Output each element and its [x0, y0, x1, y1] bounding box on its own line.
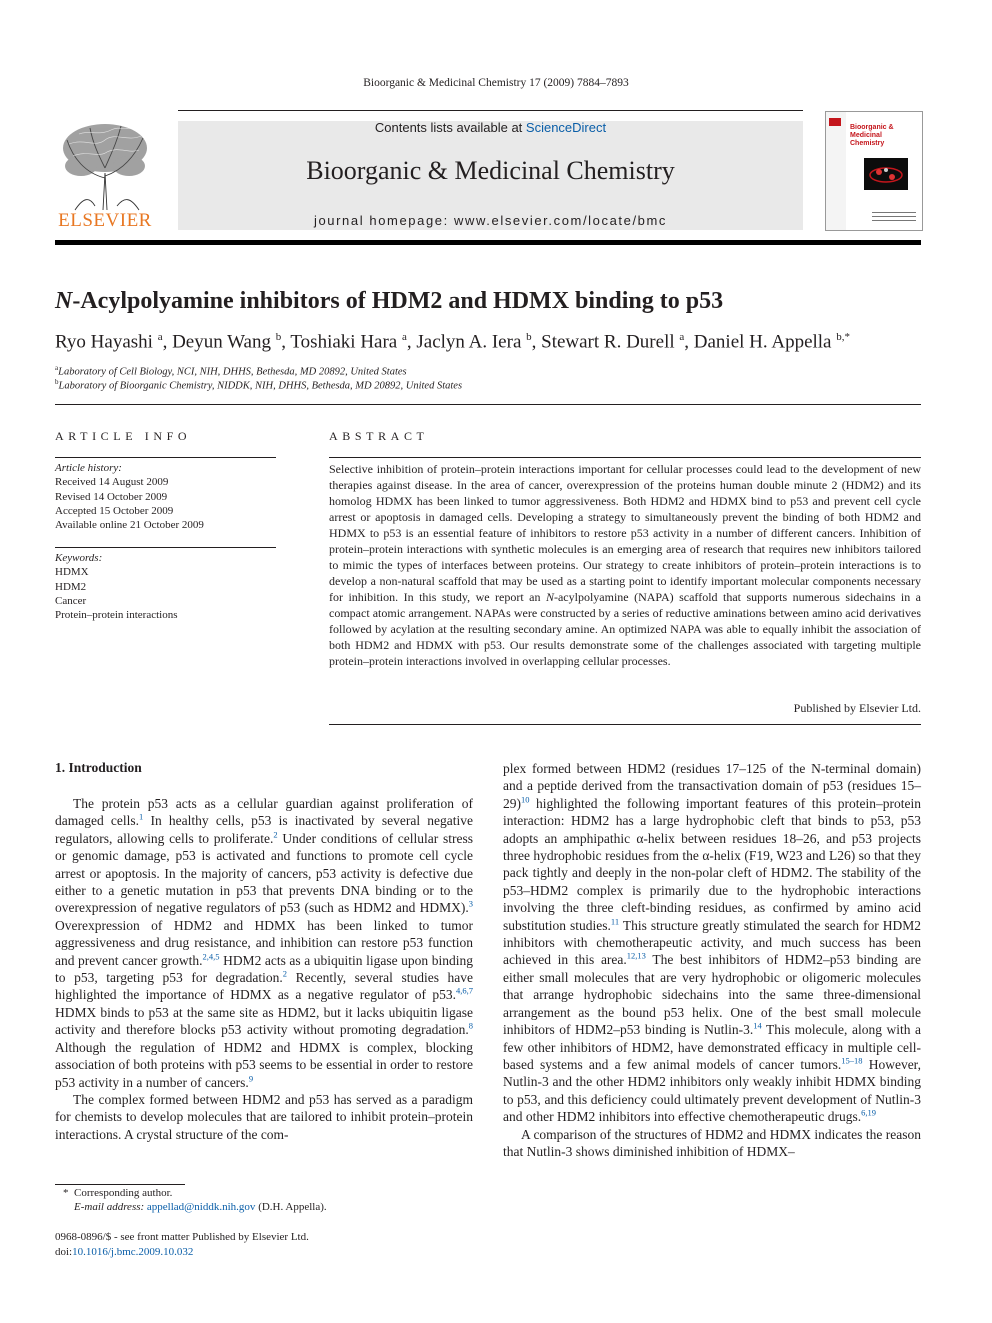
citation-reference[interactable]: 14 [753, 1020, 762, 1031]
email-suffix: (D.H. Appella). [255, 1201, 327, 1213]
keyword-item: Protein–protein interactions [55, 609, 178, 622]
published-by: Published by Elsevier Ltd. [793, 701, 921, 715]
author-separator: , [684, 331, 694, 353]
citation-reference[interactable]: 11 [610, 916, 620, 927]
title-rest: -Acylpolyamine inhibitors of HDM2 and HDMX binding to p53 [72, 288, 724, 314]
cover-text-lines [872, 212, 916, 213]
journal-homepage[interactable]: journal homepage: www.elsevier.com/locate/bmc [313, 213, 668, 228]
citation-reference[interactable]: 9 [248, 1073, 254, 1083]
article-info-rule [55, 457, 276, 458]
contents-prefix: Contents lists available at [374, 120, 526, 135]
citation-reference[interactable]: 2 [282, 968, 288, 979]
affiliation-a [55, 364, 407, 378]
body-paragraph: The complex formed between HDM2 and p53 has served as a paradigm for chemists to develop molecules that are tailored to inhibit protein–protein interactions. A crystal structure of the com- [55, 1091, 473, 1142]
body-text: plex formed between HDM2 (residues 17–125 of the N-terminal domain) and a peptide derived from the transactivation domain of p53 (residues 15–29) [503, 761, 921, 811]
author-affiliation-marker: a [157, 331, 163, 343]
body-paragraph: A comparison of the structures of HDM2 and HDMX indicates the reason that Nutlin-3 shows diminished inhibition of HDMX– [503, 1126, 921, 1159]
author-separator: , [162, 331, 173, 353]
body-text: The best inhibitors of HDM2–p53 binding are either small molecules that are very hydrophobic or oligomeric molecules that arrange hydrophobic sidechains into the same three-dimensional arrangement as the bound p53 helix. One of the best small molecule inhibitors of HDM2–p53 binding is Nutlin-3. [503, 952, 921, 1038]
author-separator: , [406, 331, 417, 353]
author-name: Jaclyn A. Iera [416, 331, 527, 353]
body-column-left [55, 795, 473, 1143]
citation-reference[interactable]: 2 [273, 829, 278, 840]
author-name: Daniel H. Appella [693, 331, 837, 353]
citation-reference[interactable]: 12,13 [626, 950, 646, 961]
body-text: However, Nutlin-3 and the other HDM2 inhibitors only weakly inhibit HDMX binding to p53, and this deficiency could ultimately prevent development of Nutlin-3 and other HDM2 inhibitors into effective chemotherapeutic drugs. [503, 1056, 922, 1125]
contents-line [178, 120, 803, 135]
section-rule [55, 404, 921, 405]
keywords [55, 551, 178, 622]
history-item: Available online 21 October 2009 [55, 519, 204, 532]
title-italic-n: N [55, 288, 73, 314]
doi-link[interactable]: 10.1016/j.bmc.2009.10.032 [72, 1245, 194, 1258]
body-text: This structure greatly stimulated the search for HDM2 inhibitors with chemotherapeutic activity, and much success has been achieved in this area. [503, 917, 922, 968]
corresponding-author-footnote [55, 1186, 327, 1214]
body-text: Under conditions of cellular stress or genomic damage, p53 is activated and functions to promote cell cycle arrest or apoptosis. In the majority of cancers, p53 activity is defective due either to a genetic mutation in p53 that prevents DNA binding or to the overexpression of negative regulators of p53 (such as HDM2 and HDMX). [55, 830, 473, 916]
keywords-rule [55, 547, 276, 548]
history-heading: Article history: [55, 462, 122, 474]
affiliation-b [55, 378, 462, 392]
header-thick-rule [55, 240, 921, 245]
body-text: HDMX binds to p53 at the same site as HDM2, but it lacks ubiquitin ligase activity and therefore blocks p53 activity without promoting degradation. [55, 1004, 473, 1038]
email-label: E-mail address: [74, 1201, 145, 1213]
journal-cover-thumbnail[interactable] [825, 111, 923, 231]
citation-reference[interactable]: 6,19 [861, 1107, 877, 1118]
author-separator: , [281, 331, 291, 353]
body-text: In healthy cells, p53 is inactivated by several negative regulators, allowing cells to proliferate. [55, 813, 473, 846]
affiliation-marker: b [55, 378, 59, 386]
citation-reference[interactable]: 3 [468, 898, 473, 909]
cover-image [864, 158, 908, 190]
elsevier-wordmark: ELSEVIER [58, 210, 152, 231]
journal-name: Bioorganic & Medicinal Chemistry [306, 156, 675, 185]
cover-logo-mark [829, 118, 841, 126]
author-affiliation-marker: a [402, 331, 407, 343]
keyword-item: HDM2 [55, 580, 87, 593]
cover-side-strip [826, 112, 846, 230]
author-affiliation-marker: b,* [836, 331, 850, 343]
abstract-heading: ABSTRACT [329, 429, 429, 443]
author-name: Stewart R. Durell [541, 331, 680, 353]
body-text: Overexpression of HDM2 and HDMX has been linked to tumor aggressiveness and drug resistance, and inhibition can restore p53 function and prevent cancer growth. [55, 917, 473, 968]
author-affiliation-marker: a [679, 331, 685, 343]
cover-title: Bioorganic & Medicinal Chemistry [850, 124, 894, 147]
author-name: Ryo Hayashi [55, 331, 158, 353]
footnote-rule [55, 1184, 185, 1185]
citation-reference[interactable]: 2,4,5 [202, 951, 220, 962]
keyword-item: HDMX [55, 566, 89, 579]
citation-reference[interactable]: 4,6,7 [456, 985, 473, 996]
article-title [55, 288, 723, 315]
abstract-rule-bottom [329, 724, 921, 725]
citation-reference[interactable]: 1 [139, 811, 144, 822]
body-column-right [503, 760, 921, 1160]
keywords-heading: Keywords: [55, 552, 103, 564]
history-item: Revised 14 October 2009 [55, 490, 168, 503]
citation-reference[interactable]: 15–18 [841, 1055, 863, 1066]
author-affiliation-marker: b [275, 331, 282, 343]
doi-prefix: doi: [55, 1245, 73, 1258]
body-text: Although the regulation of HDM2 and HDMX is complex, blocking association of both proteins with p53 seems to be essential in order to restore p53 activity in a number of cancers. [55, 1039, 473, 1090]
abstract-text-part: Selective inhibition of protein–protein interactions important for cellular processes could lead to the development of new therapies against disease. In the area of cancer, overexpression of the proteins human double minute 2 (HDM2) and its homolog HDMX has been linked to tumor aggressiveness. Both HDM2 and HDMX bind to p53 and prevent cell cycle arrest or apoptosis in damaged cells. Developing a strategy to simultaneously prevent the binding of both HDM2 and HDMX to p53 is an essential feature of inhibitors to restore p53 activity in a number of different cancers. Inhibition of protein–protein interactions with synthetic molecules is an emerging area of research that requires new inhibitors tailored to mimic the types of interfaces between proteins. Our strategy to create inhibitors of protein–protein interactions is to develop a non-natural scaffold that may be used as a starting point to identify important molecular components necessary for inhibition. In this study, we report an [329, 462, 921, 604]
history-item: Received 14 August 2009 [55, 476, 169, 489]
article-history [55, 461, 204, 532]
journal-citation: Bioorganic & Medicinal Chemistry 17 (2009) 7884–7893 [363, 77, 629, 89]
footnote-marker: * [63, 1187, 69, 1199]
citation-reference[interactable]: 8 [468, 1020, 473, 1031]
author-list [55, 331, 850, 353]
keyword-item: Cancer [55, 594, 87, 607]
author-name: Deyun Wang [172, 331, 276, 353]
author-name: Toshiaki Hara [290, 331, 402, 353]
header-rule [178, 110, 803, 111]
body-text: highlighted the following important features of this protein–protein interaction: HDM2 has a large hydrophobic cleft that binds to p53, p53 adopts an amphipathic α-helix between residues 18–26, and p53 projects three hydrophobic residues from the α-helix (F19, W23 and L26) so that they pack tightly and deeply in the non-polar cleft of HDM2. The stability of the p53–HDM2 complex is primarily due to the hydrophobic interactions involving the three cleft-binding residues, as confirmed by amino acid substitution studies. [503, 795, 921, 933]
copyright-line: 0968-0896/$ - see front matter Published by Elsevier Ltd. [55, 1231, 309, 1243]
abstract-rule-top [329, 457, 921, 458]
body-text: The protein p53 acts as a cellular guardian against proliferation of damaged cells. [55, 796, 473, 829]
section-heading-introduction: 1. Introduction [55, 760, 142, 775]
affiliation-text: Laboratory of Cell Biology, NCI, NIH, DHHS, Bethesda, MD 20892, United States [58, 366, 407, 378]
body-text: HDM2 acts as a ubiquitin ligase upon binding to p53, targeting p53 for degradation. [55, 952, 473, 986]
body-text: This molecule, along with a few other inhibitors of HDM2, have demonstrated efficacy in multiple cell-based systems and a few animal models of cancer tumors. [503, 1022, 921, 1072]
corresponding-label: Corresponding author. [74, 1187, 173, 1199]
author-affiliation-marker: b [526, 331, 532, 343]
sciencedirect-link[interactable]: ScienceDirect [525, 120, 607, 135]
abstract-text-part: -acylpolyamine (NAPA) scaffold that supports numerous sidechains in a compact atomic arrangement. NAPAs were constructed by a series of reductive aminations between amino acid derivatives followed by acylation at the resulting secondary amine. An optimized NAPA was able to equally inhibit the association of both HDM2 and HDMX with p53. Our results demonstrate some of the challenges associated with targeting multiple protein–protein interactions involved in overlapping cellular processes. [329, 590, 921, 668]
abstract-body [329, 461, 921, 669]
affiliation-text: Laboratory of Bioorganic Chemistry, NIDDK, NIH, DHHS, Bethesda, MD 20892, United States [58, 380, 463, 392]
author-separator: , [531, 331, 542, 353]
citation-reference[interactable]: 10 [521, 794, 530, 805]
history-item: Accepted 15 October 2009 [55, 504, 174, 517]
affiliation-marker: a [55, 364, 59, 372]
body-paragraph [503, 760, 921, 1126]
email-link[interactable]: appellad@niddk.nih.gov [146, 1201, 256, 1213]
article-info-heading: ARTICLE INFO [55, 429, 192, 443]
body-text: Recently, several studies have highlighted the importance of HDMX as a negative regulator of p53. [55, 970, 474, 1003]
body-paragraph [55, 795, 473, 1091]
copyright-block [55, 1230, 309, 1259]
abstract-italic-n: N [545, 590, 554, 604]
